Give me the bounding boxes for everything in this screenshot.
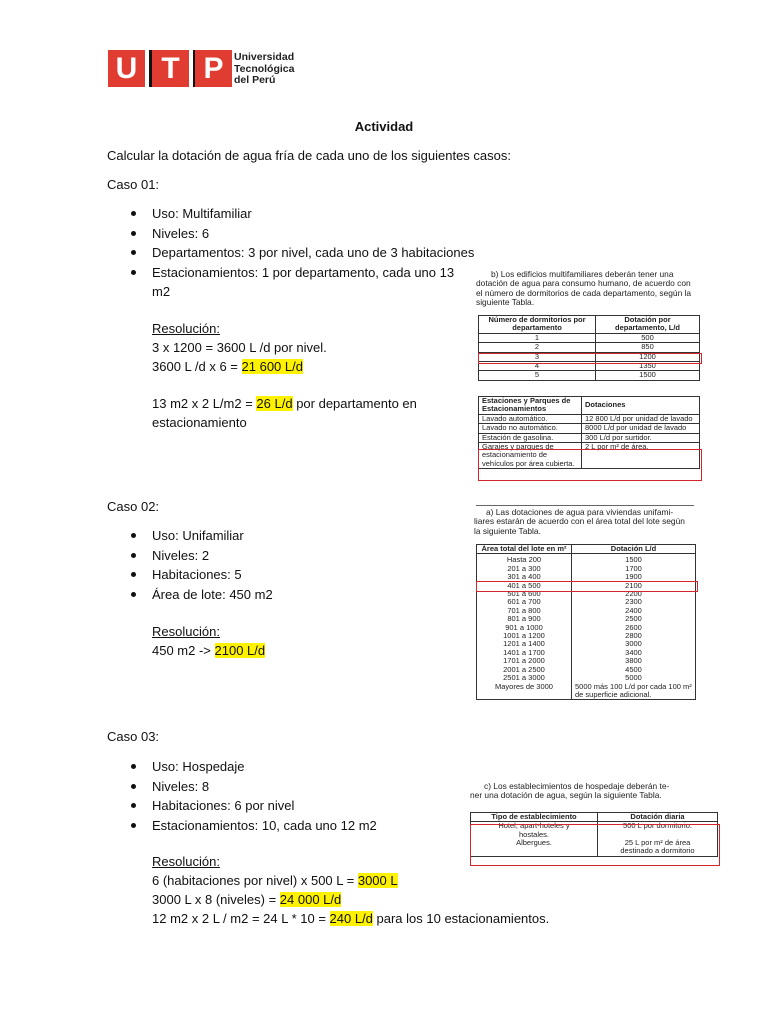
university-name-line: Tecnológica	[234, 62, 295, 75]
bullet-icon	[131, 572, 136, 577]
calc-text: 6 (habitaciones por nivel) x 500 L =	[152, 873, 358, 888]
table-header: Tipo de establecimiento	[471, 813, 598, 822]
caso2-line	[152, 641, 265, 661]
table-cell: 2800	[625, 631, 642, 641]
table-cell: 1701 a 2000	[503, 656, 545, 666]
table-cell: 2501 a 3000	[503, 673, 545, 683]
table-cell: 1700	[625, 563, 642, 573]
cell-line: hostales.	[518, 829, 550, 839]
bullet-icon	[131, 553, 136, 558]
intro-text: Calcular la dotación de agua fría de cada uno de los siguientes casos:	[107, 148, 511, 163]
table-cell: 4	[479, 362, 596, 371]
caso3-resolucion-label: Resolución:	[152, 854, 220, 869]
bullet-icon	[131, 211, 136, 216]
logo-letter-u: U	[108, 50, 145, 87]
table-header: Dotación diaria	[598, 813, 718, 822]
caso2-bullet-list	[107, 526, 273, 604]
list-item	[107, 757, 377, 777]
list-item-text: Uso: Hospedaje	[152, 759, 245, 774]
table-row	[471, 822, 718, 856]
table-cell: Lavado no automático.	[479, 424, 582, 433]
table-cell: Lavado automático.	[479, 414, 582, 423]
table-cell: 500	[596, 333, 700, 342]
university-name	[234, 52, 294, 87]
list-item	[107, 526, 273, 546]
university-name-line: Universidad	[234, 51, 295, 63]
bullet-icon	[131, 270, 136, 275]
area-column	[480, 556, 568, 691]
excerpt-line: ner una dotación de agua, según la siguiente Tabla.	[470, 790, 662, 801]
table-cell: 300 L/d por surtidor.	[582, 433, 700, 442]
caso3-line	[152, 909, 549, 929]
calc-text: 13 m2 x 2 L/m2 =	[152, 396, 257, 411]
table-cell: 701 a 800	[507, 605, 541, 615]
list-item	[107, 585, 273, 605]
bullet-icon	[131, 803, 136, 808]
table-row	[479, 371, 700, 380]
table-cell: 3000	[625, 639, 642, 649]
table-cell: 301 a 400	[507, 572, 541, 582]
table-row	[479, 343, 700, 352]
excerpt-line: liares estarán de acuerdo con el área total del lote según	[474, 516, 685, 527]
table-header: Dotación por departamento, L/d	[596, 316, 700, 334]
highlighted-result: 240 L/d	[329, 911, 373, 926]
cell-line: 25 L por m² de área	[624, 837, 691, 847]
caso1-bullet-list	[107, 204, 474, 302]
caso1-resolucion-label: Resolución:	[152, 321, 220, 336]
list-item-text: Departamentos: 3 por nivel, cada uno de 3 habitaciones	[152, 245, 475, 261]
list-item-text: Estacionamientos: 1 por departamento, cada uno 13	[152, 264, 455, 280]
table-cell: 8000 L/d por unidad de lavado	[582, 424, 700, 433]
cell-line: Albergues.	[516, 838, 552, 848]
table-cell: 2001 a 2500	[503, 664, 545, 674]
table-cell: 401 a 500	[507, 580, 541, 590]
logo-letter-p: P	[195, 50, 232, 87]
table-cell: 5000 más 100 L/d por cada 100 m² de superficie adicional.	[575, 681, 692, 699]
table-cell: 2400	[625, 605, 642, 615]
table-cell: 801 a 900	[507, 614, 541, 624]
excerpt-line: el número de dormitorios de cada departamento, según la	[476, 287, 692, 298]
list-item-text: Estacionamientos: 10, cada uno 12 m2	[152, 817, 377, 833]
bullet-icon	[131, 250, 136, 255]
table-cell: 1	[479, 333, 596, 342]
calc-text: 3000 L x 8 (niveles) =	[152, 892, 280, 907]
table-cell: 1900	[625, 572, 642, 582]
table-cell: 2100	[625, 580, 642, 590]
table-cell	[471, 822, 598, 856]
caso1-line: estacionamiento	[152, 415, 247, 430]
list-item-text: Niveles: 2	[152, 547, 210, 563]
caso3-line	[152, 871, 398, 891]
calc-text: 450 m2 ->	[152, 643, 215, 658]
list-item	[107, 816, 377, 836]
table-row	[479, 424, 700, 433]
table-header: Estaciones y Parques de Estacionamientos	[479, 397, 582, 415]
table-cell: 3	[479, 352, 596, 361]
caso3-heading: Caso 03:	[107, 729, 160, 744]
caso3-line	[152, 890, 341, 910]
cell-line: 500 L por dormitorio.	[623, 821, 692, 831]
table-cell: Mayores de 3000	[495, 681, 553, 691]
table-cell: 1401 a 1700	[503, 647, 545, 657]
table-row	[479, 362, 700, 371]
cell-line: destinado a dormitorio	[620, 846, 695, 856]
table-cell: 850	[596, 343, 700, 352]
excerpt-parking-table	[478, 396, 700, 469]
calc-text: 12 m2 x 2 L / m2 = 24 L * 10 =	[152, 911, 330, 926]
list-item	[107, 263, 474, 283]
list-item-continuation	[107, 282, 474, 302]
table-cell: 201 a 300	[507, 563, 541, 573]
caso1-line	[152, 357, 303, 377]
caso1-line: 3 x 1200 = 3600 L /d por nivel.	[152, 340, 327, 355]
table-cell: 3800	[625, 656, 642, 666]
excerpt-unifamiliar-table	[476, 544, 696, 700]
table-cell: 2 L por m² de área.	[582, 443, 700, 469]
excerpt-line: siguiente Tabla.	[476, 296, 535, 307]
table-cell: 1001 a 1200	[503, 631, 545, 641]
table-cell: 3400	[625, 647, 642, 657]
bullet-icon	[131, 592, 136, 597]
bullet-icon	[131, 764, 136, 769]
excerpt-line: la siguiente Tabla.	[474, 525, 541, 536]
highlighted-result: 21 600 L/d	[241, 359, 303, 374]
highlighted-result: 2100 L/d	[214, 643, 266, 658]
excerpt-separator-line	[476, 505, 694, 506]
calc-text: para los 10 estacionamientos.	[372, 911, 550, 926]
calc-text: por departamento en	[292, 396, 417, 411]
table-cell	[572, 554, 696, 700]
list-item-text: Niveles: 6	[152, 225, 210, 241]
table-cell: 1201 a 1400	[503, 639, 545, 649]
list-item-text: Habitaciones: 5	[152, 567, 242, 583]
calc-text: 3600 L /d x 6 =	[152, 359, 242, 374]
list-item-text: Niveles: 8	[152, 778, 210, 794]
table-cell: 1500	[625, 555, 642, 565]
bullet-icon	[131, 823, 136, 828]
list-item-text: Área de lote: 450 m2	[152, 586, 273, 602]
excerpt-hospedaje-text	[470, 782, 722, 801]
table-cell: 501 a 600	[507, 589, 541, 599]
table-cell: 1350	[596, 362, 700, 371]
list-item	[107, 243, 474, 263]
bullet-icon	[131, 231, 136, 236]
page-title: Actividad	[354, 119, 414, 134]
list-item	[107, 565, 273, 585]
dotacion-column	[575, 556, 692, 699]
table-cell: Garajes y parques de estacionamiento de vehículos por área cubierta.	[479, 443, 582, 469]
list-item-text: Habitaciones: 6 por nivel	[152, 798, 295, 814]
caso2-resolucion-label: Resolución:	[152, 624, 220, 639]
excerpt-hospedaje-table	[470, 812, 718, 857]
table-cell: 901 a 1000	[505, 622, 543, 632]
table-cell: 1500	[596, 371, 700, 380]
excerpt-line: dotación de agua para consumo humano, de acuerdo con	[476, 278, 691, 289]
list-item	[107, 546, 273, 566]
highlighted-result: 26 L/d	[256, 396, 293, 411]
table-cell: 4500	[625, 664, 642, 674]
table-cell: 2500	[625, 614, 642, 624]
table-cell: 2600	[625, 622, 642, 632]
table-cell: Hasta 200	[506, 555, 542, 565]
excerpt-multifamiliar-table	[478, 315, 700, 381]
caso1-heading: Caso 01:	[107, 177, 160, 192]
logo-letter-t: T	[152, 50, 189, 87]
table-cell: Estación de gasolina.	[479, 433, 582, 442]
table-cell: 5000	[625, 673, 642, 683]
table-row	[477, 554, 696, 700]
list-item-text: m2	[152, 284, 171, 300]
list-item-text: Uso: Unifamiliar	[152, 528, 244, 543]
table-header: Área total del lote en m²	[477, 545, 572, 554]
list-item	[107, 796, 377, 816]
table-header: Dotación L/d	[572, 545, 696, 554]
caso3-bullet-list	[107, 757, 377, 835]
list-item	[107, 777, 377, 797]
caso1-line	[152, 394, 417, 414]
bullet-icon	[131, 784, 136, 789]
table-row	[479, 333, 700, 342]
excerpt-line: a) Las dotaciones de agua para viviendas unifami-	[486, 507, 674, 517]
table-cell	[477, 554, 572, 700]
table-cell: 5	[479, 371, 596, 380]
caso2-heading: Caso 02:	[107, 499, 160, 514]
table-cell	[598, 822, 718, 856]
table-header: Dotaciones	[582, 397, 700, 415]
table-row	[479, 352, 700, 361]
excerpt-line: b) Los edificios multifamiliares deberán tener una	[491, 269, 674, 279]
table-cell: 12 800 L/d por unidad de lavado	[582, 414, 700, 423]
table-header: Número de dormitorios por departamento	[479, 316, 596, 334]
cell-line: Hotel, apart-hoteles y	[498, 821, 570, 831]
excerpt-multifamiliar-text	[476, 270, 708, 307]
highlighted-result: 24 000 L/d	[279, 892, 342, 907]
excerpt-unifamiliar-text	[474, 508, 700, 536]
highlighted-result: 3000 L	[357, 873, 398, 888]
table-row	[479, 443, 700, 469]
list-item	[107, 204, 474, 224]
bullet-icon	[131, 533, 136, 538]
table-cell: 1200	[596, 352, 700, 361]
university-name-line: del Perú	[234, 74, 276, 86]
table-cell: 2300	[625, 597, 642, 607]
table-cell: 601 a 700	[507, 597, 541, 607]
list-item-text: Uso: Multifamiliar	[152, 206, 252, 221]
list-item	[107, 224, 474, 244]
excerpt-line: c) Los establecimientos de hospedaje deberán te-	[484, 781, 670, 791]
table-cell: 2200	[625, 589, 642, 599]
table-cell: 2	[479, 343, 596, 352]
